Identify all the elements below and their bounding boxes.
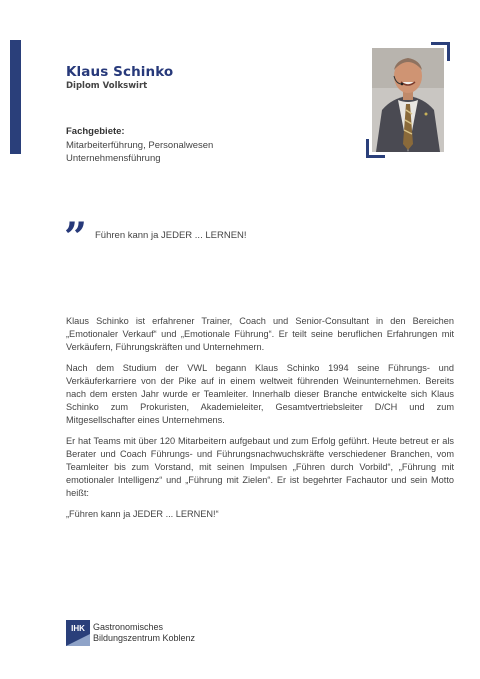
- institution-line-1: Gastronomisches: [93, 622, 164, 632]
- footer-logo: [66, 620, 286, 646]
- bio-paragraph: Klaus Schinko ist erfahrener Trainer, Coach und Senior-Consultant in den Bereichen „Emotionaler Verkauf“ und „Emotionale Führung“. Er teilt seine beruflichen Erfahrungen mit Verkäufern, Führungskräften und Unternehmern.: [66, 316, 454, 352]
- person-title: Diplom Volkswirt: [66, 81, 148, 91]
- portrait-photo: [372, 48, 444, 152]
- expertise-list: [66, 139, 213, 165]
- ihk-logo-text: IHK: [71, 624, 85, 633]
- person-name: Klaus Schinko: [66, 64, 174, 80]
- portrait-frame: [366, 42, 450, 158]
- biography-text: [66, 315, 454, 529]
- expertise-line: Mitarbeiterführung, Personalwesen: [66, 140, 214, 151]
- quote-text: Führen kann ja JEDER ... LERNEN!: [95, 230, 247, 241]
- bio-paragraph: Nach dem Studium der VWL begann Klaus Schinko 1994 seine Führungs- und Verkäuferkarriere von der Pike auf in einem weltweit führenden Weinunternehmen. Bereits nach dem ersten Jahr wurde er Teamleiter. Innerhalb dieser Branche entwickelte sich Klaus Schinko zum Prokuristen, Akademieleiter, Gesamtvertriebsleiter D/CH und zum Mitgesellschafter eines Unternehmens.: [66, 363, 454, 425]
- expertise-label: Fachgebiete:: [66, 126, 125, 137]
- bio-paragraph: Er hat Teams mit über 120 Mitarbeitern aufgebaut und zum Erfolg geführt. Heute betreut er als Berater und Coach Führungs- und Führungsnachwuchskräfte verschiedener Branchen, vom Teamleiter bis zum Vorstand, mit seinen Impulsen „Führen durch Vorbild“, „Führung mit emotionaler Intelligenz“ und „Führung mit Zielen“. Er ist begehrter Fachautor und sein Motto heißt:: [66, 436, 454, 498]
- expertise-line: Unternehmensführung: [66, 153, 161, 164]
- institution-name: [93, 622, 195, 644]
- institution-line-2: Bildungszentrum Koblenz: [93, 633, 196, 643]
- accent-bar: [10, 40, 21, 154]
- bio-motto: „Führen kann ja JEDER ... LERNEN!“: [66, 509, 219, 519]
- quote-icon: ”: [64, 214, 88, 261]
- ihk-logo-icon: [66, 620, 90, 646]
